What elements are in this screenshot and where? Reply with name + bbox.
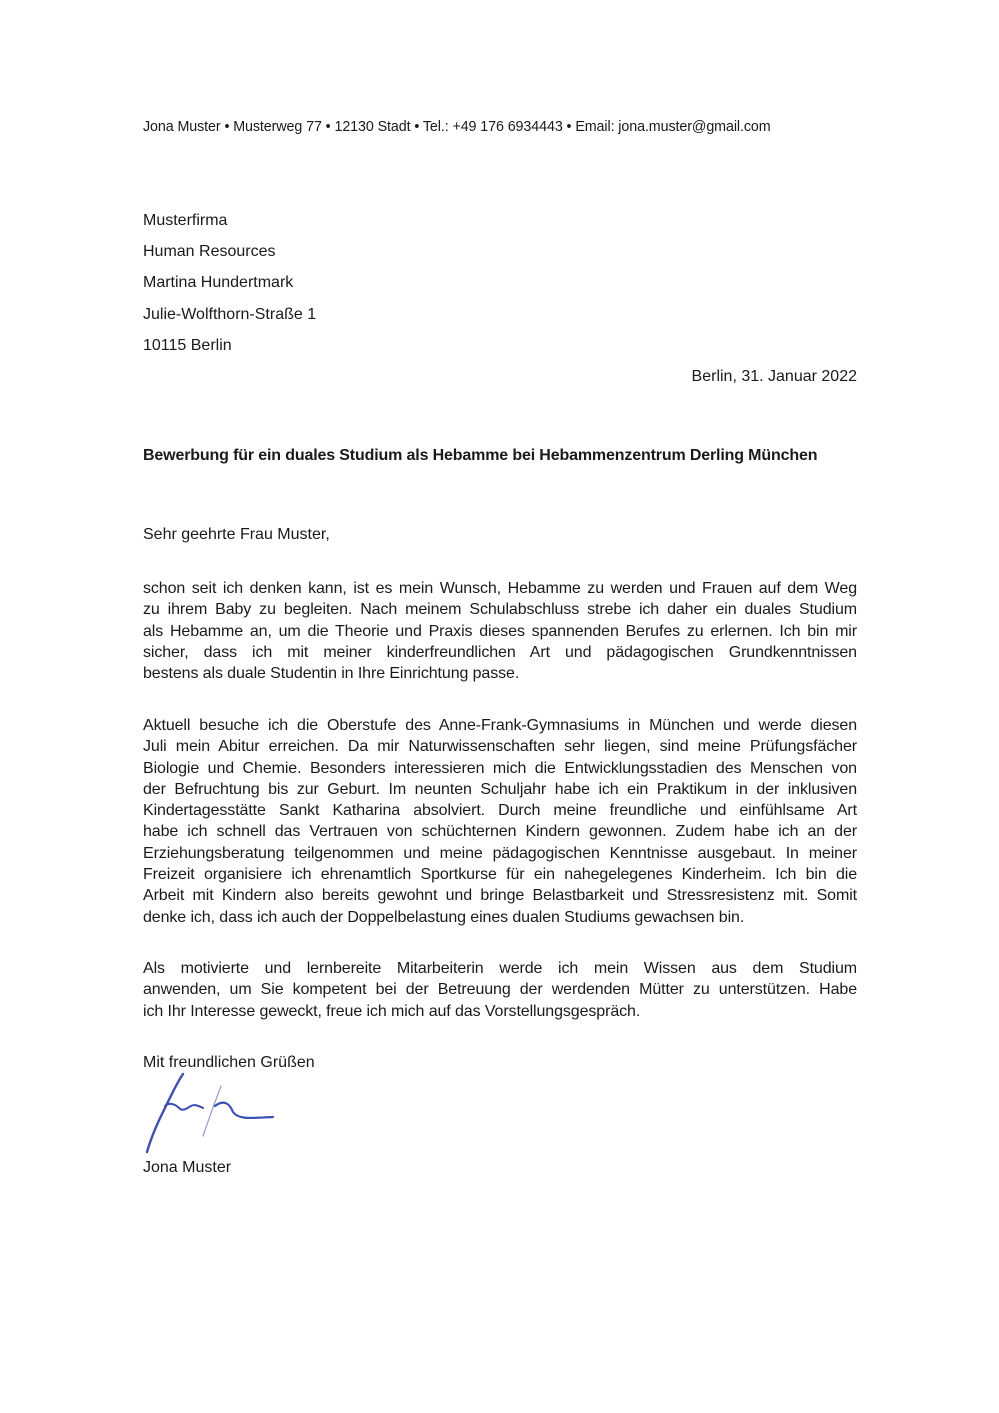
paragraph-background	[143, 715, 857, 928]
paragraph-line: bestens als duale Studentin in Ihre Einrichtung passe.	[143, 665, 520, 683]
paragraph-line: Arbeit mit Kindern also bereits gewohnt und bringe Belastbarkeit und Stressresistenz mit. Somit	[143, 887, 857, 905]
sender-line: Jona Muster • Musterweg 77 • 12130 Stadt • Tel.: +49 176 6934443 • Email: jona.muster@gmail.com	[143, 119, 771, 135]
paragraph-line: sicher, dass ich mit meiner kinderfreundlichen Art und pädagogischen Grundkenntnissen	[143, 643, 857, 661]
letter-date: Berlin, 31. Januar 2022	[691, 368, 857, 385]
paragraph-line: Biologie und Chemie. Besonders interessieren mich die Entwicklungsstadien des Menschen von	[143, 759, 857, 777]
paragraph-line: Erziehungsberatung teilgenommen und meine pädagogischen Kenntnisse ausgebaut. In meiner	[143, 844, 857, 862]
signature-icon	[143, 1072, 283, 1157]
paragraph-line: anwenden, um Sie kompetent bei der Betreuung der werdenden Mütter zu unterstützen. Habe	[143, 981, 857, 999]
letter-subject: Bewerbung für ein duales Studium als Hebamme bei Hebammenzentrum Derling München	[143, 447, 818, 464]
paragraph-line: Juli mein Abitur erreichen. Da mir Naturwissenschaften sehr liegen, sind meine Prüfungsfächer	[143, 738, 857, 756]
paragraph-line: denke ich, dass ich auch der Doppelbelastung eines dualen Studiums gewachsen bin.	[143, 908, 745, 926]
paragraph-line: Aktuell besuche ich die Oberstufe des Anne-Frank-Gymnasiums in München und werde diesen	[143, 717, 857, 734]
recipient-street: Julie-Wolfthorn-Straße 1	[143, 306, 317, 323]
signer-name: Jona Muster	[143, 1159, 232, 1176]
paragraph-line: Kindertagesstätte Sankt Katharina absolviert. Durch meine freundliche und einfühlsame Art	[143, 802, 857, 820]
paragraph-line: der Befruchtung bis zur Geburt. Im neunten Schuljahr habe ich ein Praktikum in der inklusiven	[143, 780, 857, 798]
paragraph-intro	[143, 578, 857, 684]
recipient-department: Human Resources	[143, 243, 276, 260]
paragraph-line: als Hebamme an, um die Theorie und Praxis dieses spannenden Berufes zu erlernen. Ich bin mir	[143, 622, 857, 640]
recipient-contact: Martina Hundertmark	[143, 274, 294, 291]
paragraph-line: Freizeit organisiere ich ehrenamtlich Sportkurse für ein nahegelegenes Kinderheim. Ich bin die	[143, 866, 857, 884]
paragraph-closing	[143, 958, 857, 1022]
salutation: Sehr geehrte Frau Muster,	[143, 526, 330, 543]
paragraph-line: Als motivierte und lernbereite Mitarbeiterin werde ich mein Wissen aus dem Studium	[143, 960, 857, 977]
recipient-city: 10115 Berlin	[143, 337, 232, 354]
closing-phrase: Mit freundlichen Grüßen	[143, 1054, 315, 1071]
recipient-company: Musterfirma	[143, 212, 228, 229]
paragraph-line: zu ihrem Baby zu begleiten. Nach meinem Schulabschluss strebe ich daher ein duales Studium	[143, 601, 857, 619]
paragraph-line: schon seit ich denken kann, ist es mein Wunsch, Hebamme zu werden und Frauen auf dem Weg	[143, 580, 857, 597]
paragraph-line: ich Ihr Interesse geweckt, freue ich mich auf das Vorstellungsgespräch.	[143, 1002, 641, 1020]
paragraph-line: habe ich schnell das Vertrauen von schüchternen Kindern gewonnen. Zudem habe ich an der	[143, 823, 857, 841]
